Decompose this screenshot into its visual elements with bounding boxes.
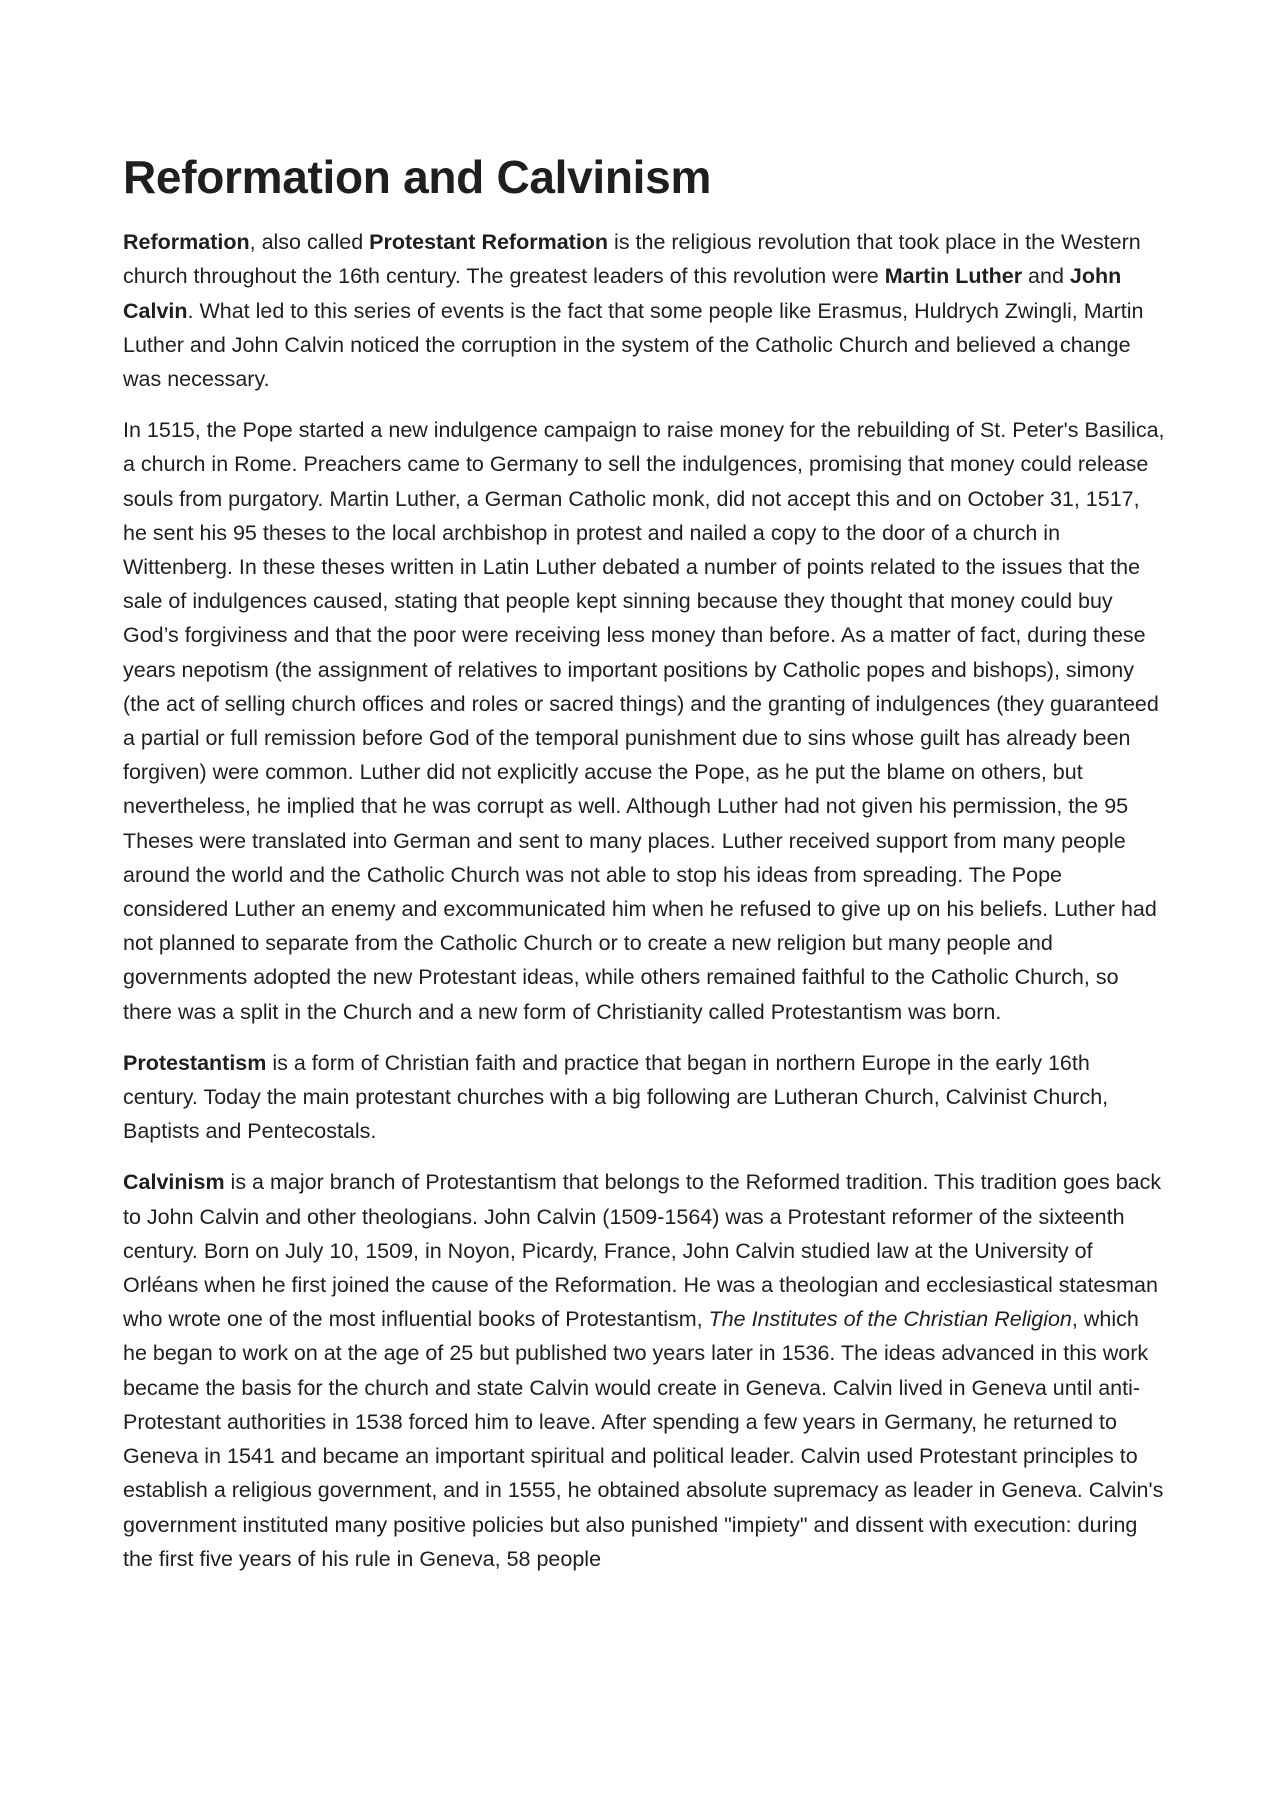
name-john-calvin: John Calvin bbox=[123, 264, 1122, 323]
paragraph-text: is a major branch of Protestantism that belongs to the Reformed tradition. This tradition goes back to John Calvin and other theologians. John Calvin (1509-1564) was a Protestant reformer of the sixteenth century. Born on July 10, 1509, in Noyon, Picardy, France, John Calvin studied law at the University of Orléans when he first joined the cause of the Reformation. He was a theologian and ecclesiastical statesman who wrote one of the most influential books of Protestantism, bbox=[123, 1170, 1162, 1332]
paragraph-text: , also called bbox=[249, 230, 370, 255]
paragraph-text: is a form of Christian faith and practice that began in northern Europe in the early 16th century. Today the main protestant churches with a big following are Lutheran Church, Calvinist Church, Baptists and Pentecostals. bbox=[123, 1050, 1109, 1144]
paragraph-calvinism bbox=[123, 1165, 1168, 1575]
paragraph-text: is the religious revolution that took place in the Western church throughout the 16th century. The greatest leaders of this revolution were bbox=[123, 230, 1141, 289]
document-page bbox=[123, 150, 1168, 1593]
book-title: The Institutes of the Christian Religion bbox=[708, 1307, 1072, 1332]
page-title: Reformation and Calvinism bbox=[123, 151, 712, 203]
paragraph-reformation bbox=[123, 225, 1168, 396]
term-calvinism: Calvinism bbox=[123, 1170, 225, 1195]
paragraph-text: , which he began to work on at the age of 25 but published two years later in 1536. The ideas advanced in this work became the basis for the church and state Calvin would create in Geneva. Calvin lived in Geneva until anti-Protestant authorities in 1538 forced him to leave. After spending a few years in Germany, he returned to Geneva in 1541 and became an important spiritual and political leader. Calvin used Protestant principles to establish a religious government, and in 1555, he obtained absolute supremacy as leader in Geneva. Calvin's government instituted many positive policies but also punished "impiety" and dissent with execution: during the first five years of his rule in Geneva, 58 people bbox=[123, 1307, 1164, 1571]
paragraph-indulgences: In 1515, the Pope started a new indulgence campaign to raise money for the rebuilding of St. Peter's Basilica, a church in Rome. Preachers came to Germany to sell the indulgences, promising that money could release souls from purgatory. Martin Luther, a German Catholic monk, did not accept this and on October 31, 1517, he sent his 95 theses to the local archbishop in protest and nailed a copy to the door of a church in Wittenberg. In these theses written in Latin Luther debated a number of points related to the issues that the sale of indulgences caused, stating that people kept sinning because they thought that money could buy God’s forgiviness and that the poor were receiving less money than before. As a matter of fact, during these years nepotism (the assignment of relatives to important positions by Catholic popes and bishops), simony (the act of selling church offices and roles or sacred things) and the granting of indulgences (they guaranteed a partial or full remission before God of the temporal punishment due to sins whose guilt has already been forgiven) were common. Luther did not explicitly accuse the Pope, as he put the blame on others, but nevertheless, he implied that he was corrupt as well. Although Luther had not given his permission, the 95 Theses were translated into German and sent to many places. Luther received support from many people around the world and the Catholic Church was not able to stop his ideas from spreading. The Pope considered Luther an enemy and excommunicated him when he refused to give up on his beliefs. Luther had not planned to separate from the Catholic Church or to create a new religion but many people and governments adopted the new Protestant ideas, while others remained faithful to the Catholic Church, so there was a split in the Church and a new form of Christianity called Protestantism was born. bbox=[123, 418, 1165, 1024]
name-martin-luther: Martin Luther bbox=[884, 264, 1023, 289]
paragraph-text: and bbox=[1022, 264, 1070, 289]
paragraph-protestantism bbox=[123, 1046, 1168, 1149]
term-protestant-reformation: Protestant Reformation bbox=[369, 230, 609, 255]
paragraph-text: . What led to this series of events is the fact that some people like Erasmus, Huldrych Zwingli, Martin Luther and John Calvin noticed the corruption in the system of the Catholic Church and believed a change was necessary. bbox=[123, 298, 1144, 391]
term-protestantism: Protestantism bbox=[123, 1050, 267, 1075]
term-reformation: Reformation bbox=[123, 230, 250, 255]
